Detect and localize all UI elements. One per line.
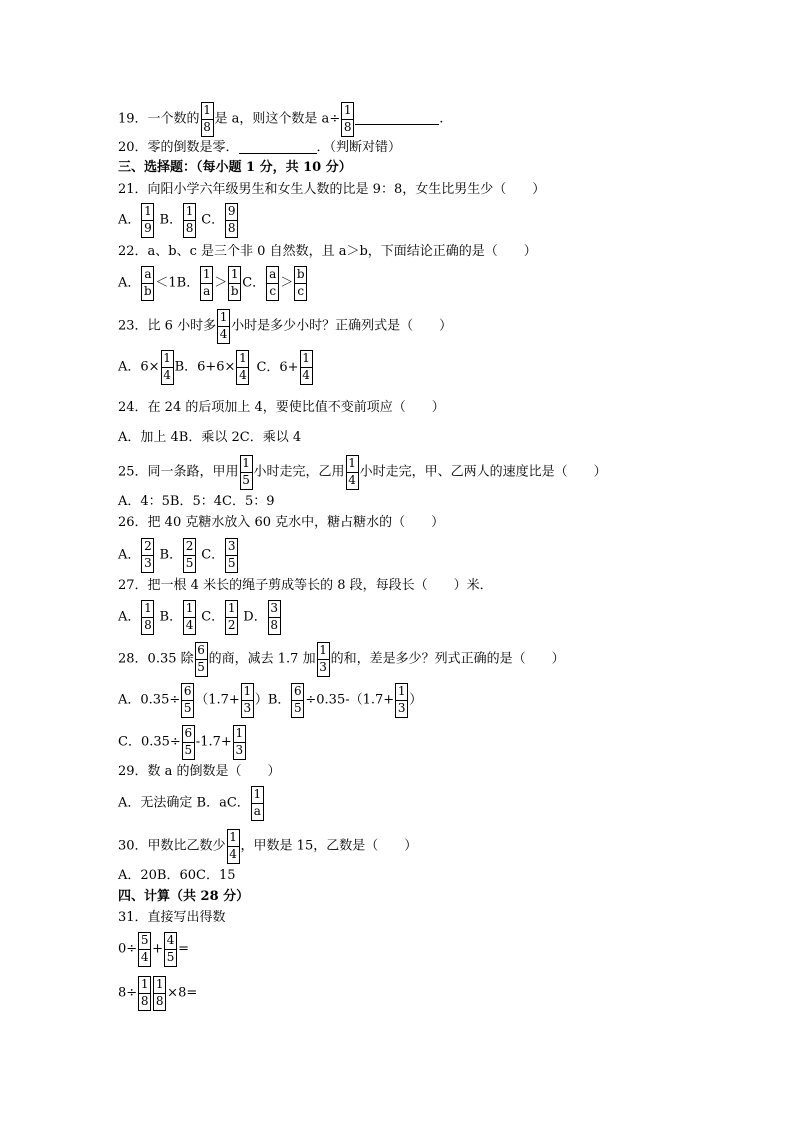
question-20: 20．零的倒数是零． ．（判断对错） — [118, 140, 402, 155]
option-b[interactable]: B． — [155, 547, 183, 563]
q21-options — [118, 203, 239, 238]
option-b[interactable]: B． — [155, 212, 183, 228]
option-a[interactable]: A．6× — [118, 359, 160, 375]
section-4-heading: 四、计算（共 28 分） — [118, 889, 250, 904]
fraction: $\frac{1}{3}$ — [241, 683, 254, 718]
q31-expression-1: 0÷ $\frac{5}{4}$ + $\frac{4}{5}$ = — [118, 932, 189, 967]
fraction: $\frac{1}{4}$ — [346, 455, 359, 490]
fraction: $\frac{9}{8}$ — [225, 203, 238, 238]
fraction: $\frac{1}{3}$ — [395, 683, 408, 718]
option-a[interactable]: A． — [118, 547, 141, 563]
q19-text: 19．一个数的 — [118, 111, 200, 127]
fraction: $\frac{1}{8}$ — [141, 600, 154, 635]
option-c[interactable]: C． — [197, 609, 225, 625]
q28-option-c: C．0.35÷ $\frac{6}{5}$ -1.7+ $\frac{1}{3}$ — [118, 725, 247, 760]
fraction: $\frac{6}{5}$ — [291, 683, 304, 718]
answer-blank[interactable] — [239, 143, 317, 154]
fraction: $\frac{1}{9}$ — [141, 203, 154, 238]
q27-options — [118, 600, 282, 635]
fraction: $\frac{1}{a}$ — [251, 786, 264, 821]
fraction: $\frac{3}{8}$ — [268, 600, 281, 635]
option-b[interactable]: ＜1B． — [155, 275, 200, 291]
fraction: $\frac{1}{a}$ — [200, 266, 213, 301]
q25-options[interactable]: A．4：5B．5：4C．5：9 — [118, 494, 275, 509]
option-c[interactable]: C． — [197, 212, 225, 228]
fraction: $\frac{2}{5}$ — [183, 538, 196, 573]
option-c[interactable]: C．0.35÷ — [118, 734, 181, 750]
fraction: $\frac{3}{5}$ — [225, 538, 238, 573]
q31-expression-2: 8÷ $\frac{1}{8}$ $\frac{1}{8}$ ×8= — [118, 976, 197, 1011]
option-c[interactable]: C． — [242, 275, 266, 291]
fraction: $\frac{1}{8}$ — [138, 976, 151, 1011]
question-30: 30．甲数比乙数少 $\frac{1}{4}$ ，甲数是 15，乙数是（ ） — [118, 829, 417, 864]
section-3-heading: 三、选择题：（每小题 1 分，共 10 分） — [118, 160, 352, 175]
fraction: $\frac{1}{4}$ — [161, 350, 174, 385]
question-28: 28．0.35 除 $\frac{6}{5}$ 的商，减去 1.7 加 $\frac{1}{3}$ 的和，差是多少？列式正确的是（ ） — [118, 642, 565, 677]
fraction: $\frac{1}{4}$ — [183, 600, 196, 635]
question-29: 29．数 a 的倒数是（ ） — [118, 764, 281, 779]
fraction: $\frac{a}{b}$ — [141, 266, 154, 301]
option-b[interactable]: ）B． — [254, 692, 291, 708]
fraction: $\frac{1}{8}$ — [201, 102, 214, 137]
question-19: 19．一个数的 $\frac{1}{8}$ 是 a，则这个数是 a÷ $\frac{1}{8}$ . — [118, 102, 443, 137]
fraction: $\frac{1}{8}$ — [183, 203, 196, 238]
q26-options — [118, 538, 239, 573]
question-22: 22．a、b、c 是三个非 0 自然数，且 a＞b，下面结论正确的是（ ） — [118, 244, 537, 259]
q23-options — [118, 350, 314, 385]
answer-blank[interactable] — [355, 114, 439, 125]
fraction: $\frac{6}{5}$ — [181, 683, 194, 718]
option-c[interactable]: C．6+ — [256, 359, 299, 375]
fraction: $\frac{1}{4}$ — [236, 350, 249, 385]
question-24: 24．在 24 的后项加上 4，要使比值不变前项应（ ） — [118, 400, 445, 415]
fraction: $\frac{1}{b}$ — [228, 266, 241, 301]
question-27: 27．把一根 4 米长的绳子剪成等长的 8 段，每段长（ ）米． — [118, 578, 493, 593]
option-a[interactable]: A． — [118, 609, 141, 625]
fraction: $\frac{1}{2}$ — [225, 600, 238, 635]
fraction: $\frac{1}{4}$ — [227, 829, 240, 864]
q24-options[interactable]: A．加上 4B．乘以 2C．乘以 4 — [118, 430, 302, 445]
option-b[interactable]: B． — [155, 609, 183, 625]
fraction: $\frac{b}{c}$ — [294, 266, 307, 301]
option-a[interactable]: A． — [118, 212, 141, 228]
question-21: 21．向阳小学六年级男生和女生人数的比是 9：8，女生比男生少（ ） — [118, 182, 546, 197]
question-25: 25．同一条路，甲用 $\frac{1}{5}$ 小时走完，乙用 $\frac{1}{4}$ 小时走完，甲、乙两人的速度比是（ ） — [118, 455, 607, 490]
fraction: $\frac{4}{5}$ — [164, 932, 177, 967]
q30-options[interactable]: A．20B．60C．15 — [118, 868, 236, 883]
fraction: $\frac{1}{5}$ — [240, 455, 253, 490]
fraction: $\frac{1}{4}$ — [217, 309, 230, 344]
option-b[interactable]: B．6+6× — [174, 359, 236, 375]
options-text[interactable]: A．无法确定 B．aC． — [118, 795, 250, 811]
question-31: 31．直接写出得数 — [118, 910, 226, 925]
fraction: $\frac{1}{8}$ — [341, 102, 354, 137]
option-c[interactable]: C． — [197, 547, 225, 563]
fraction: $\frac{a}{c}$ — [266, 266, 279, 301]
fraction: $\frac{1}{3}$ — [317, 642, 330, 677]
fraction: $\frac{6}{5}$ — [195, 642, 208, 677]
option-a[interactable]: A．0.35÷ — [118, 692, 181, 708]
fraction: $\frac{5}{4}$ — [138, 932, 151, 967]
fraction: $\frac{6}{5}$ — [182, 725, 195, 760]
q29-options — [118, 786, 265, 821]
option-a[interactable]: A． — [118, 275, 141, 291]
question-26: 26．把 40 克糖水放入 60 克水中，糖占糖水的（ ） — [118, 515, 445, 530]
fraction: $\frac{1}{8}$ — [153, 976, 166, 1011]
question-23: 23．比 6 小时多 $\frac{1}{4}$ 小时是多少小时？正确列式是（ ） — [118, 309, 452, 344]
q19-text-2: 是 a，则这个数是 a÷ — [214, 111, 341, 127]
q22-options: A． $\frac{a}{b}$ ＜1B． $\frac{1}{a}$ ＞ $\frac{1}{b}$ C． $\frac{a}{c}$ ＞ $\frac{b}{c}$ — [118, 266, 308, 301]
fraction: $\frac{1}{3}$ — [233, 725, 246, 760]
fraction: $\frac{1}{4}$ — [300, 350, 313, 385]
option-d[interactable]: D． — [239, 609, 267, 625]
fraction: $\frac{2}{3}$ — [141, 538, 154, 573]
q28-options-ab: A．0.35÷ $\frac{6}{5}$ （1.7+ $\frac{1}{3}$ ）B． $\frac{6}{5}$ ÷0.35-（1.7+ $\frac{1}{3}$ ） — [118, 683, 422, 718]
